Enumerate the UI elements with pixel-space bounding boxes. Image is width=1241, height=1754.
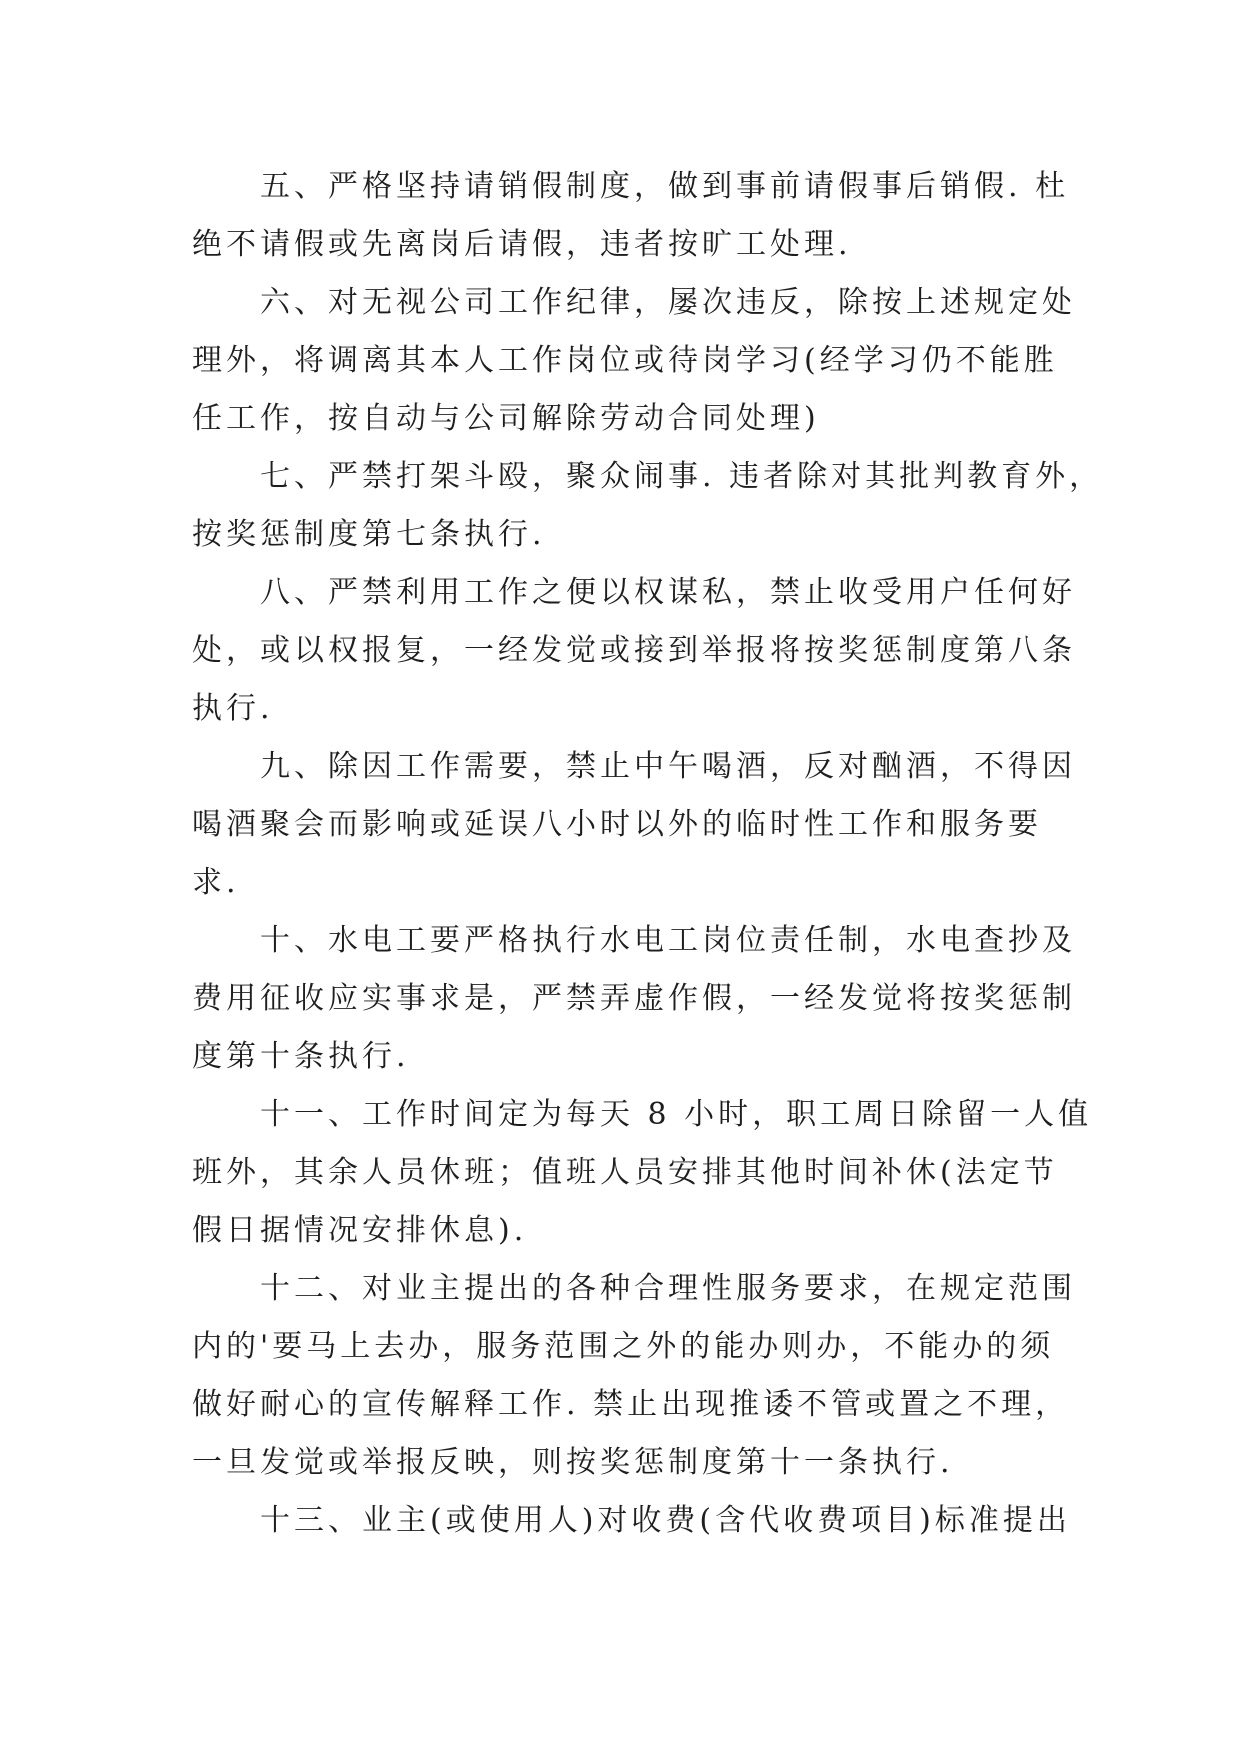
text-line: 求. xyxy=(192,865,240,900)
text-line: 六、对无视公司工作纪律，屡次违反，除按上述规定处 xyxy=(192,285,1076,320)
text-line: 五、严格坚持请销假制度，做到事前请假事后销假. 杜 xyxy=(192,169,1070,204)
text-line: 十一、工作时间定为每天 8 小时，职工周日除留一人值 xyxy=(192,1097,1093,1132)
text-line: 费用征收应实事求是，严禁弄虚作假，一经发觉将按奖惩制 xyxy=(192,981,1076,1016)
text-line: 班外，其余人员休班；值班人员安排其他时间补休(法定节 xyxy=(192,1155,1058,1190)
document-body xyxy=(192,158,1104,1550)
paragraph-8 xyxy=(192,564,1076,738)
text-line: 十、水电工要严格执行水电工岗位责任制，水电查抄及 xyxy=(192,923,1076,958)
text-line: 内的'要马上去办，服务范围之外的能办则办，不能办的须 xyxy=(192,1329,1055,1364)
paragraph-9 xyxy=(192,738,1076,912)
text-line: 一旦发觉或举报反映，则按奖惩制度第十一条执行. xyxy=(192,1445,954,1480)
paragraph-6 xyxy=(192,274,1076,448)
text-line: 七、严禁打架斗殴，聚众闹事. 违者除对其批判教育外， xyxy=(192,459,1104,494)
text-line: 八、严禁利用工作之便以权谋私，禁止收受用户任何好 xyxy=(192,575,1076,610)
paragraph-5 xyxy=(192,158,1070,274)
text-line: 十二、对业主提出的各种合理性服务要求，在规定范围 xyxy=(192,1271,1076,1306)
text-line: 度第十条执行. xyxy=(192,1039,410,1074)
text-line: 理外，将调离其本人工作岗位或待岗学习(经学习仍不能胜 xyxy=(192,343,1058,378)
text-line: 任工作，按自动与公司解除劳动合同处理) xyxy=(192,401,820,436)
text-line: 绝不请假或先离岗后请假，违者按旷工处理. xyxy=(192,227,852,262)
paragraph-10 xyxy=(192,912,1076,1086)
text-line: 做好耐心的宣传解释工作. 禁止出现推诿不管或置之不理， xyxy=(192,1387,1070,1422)
paragraph-13 xyxy=(192,1492,1071,1550)
paragraph-7 xyxy=(192,448,1104,564)
text-line: 假日据情况安排休息). xyxy=(192,1213,528,1248)
text-line: 九、除因工作需要，禁止中午喝酒，反对酗酒，不得因 xyxy=(192,749,1076,784)
paragraph-11 xyxy=(192,1086,1093,1260)
text-line: 按奖惩制度第七条执行. xyxy=(192,517,546,552)
text-line: 喝酒聚会而影响或延误八小时以外的临时性工作和服务要 xyxy=(192,807,1042,842)
paragraph-12 xyxy=(192,1260,1076,1492)
text-line: 执行. xyxy=(192,691,274,726)
text-line: 处，或以权报复，一经发觉或接到举报将按奖惩制度第八条 xyxy=(192,633,1076,668)
text-line: 十三、业主(或使用人)对收费(含代收费项目)标准提出 xyxy=(192,1503,1071,1538)
